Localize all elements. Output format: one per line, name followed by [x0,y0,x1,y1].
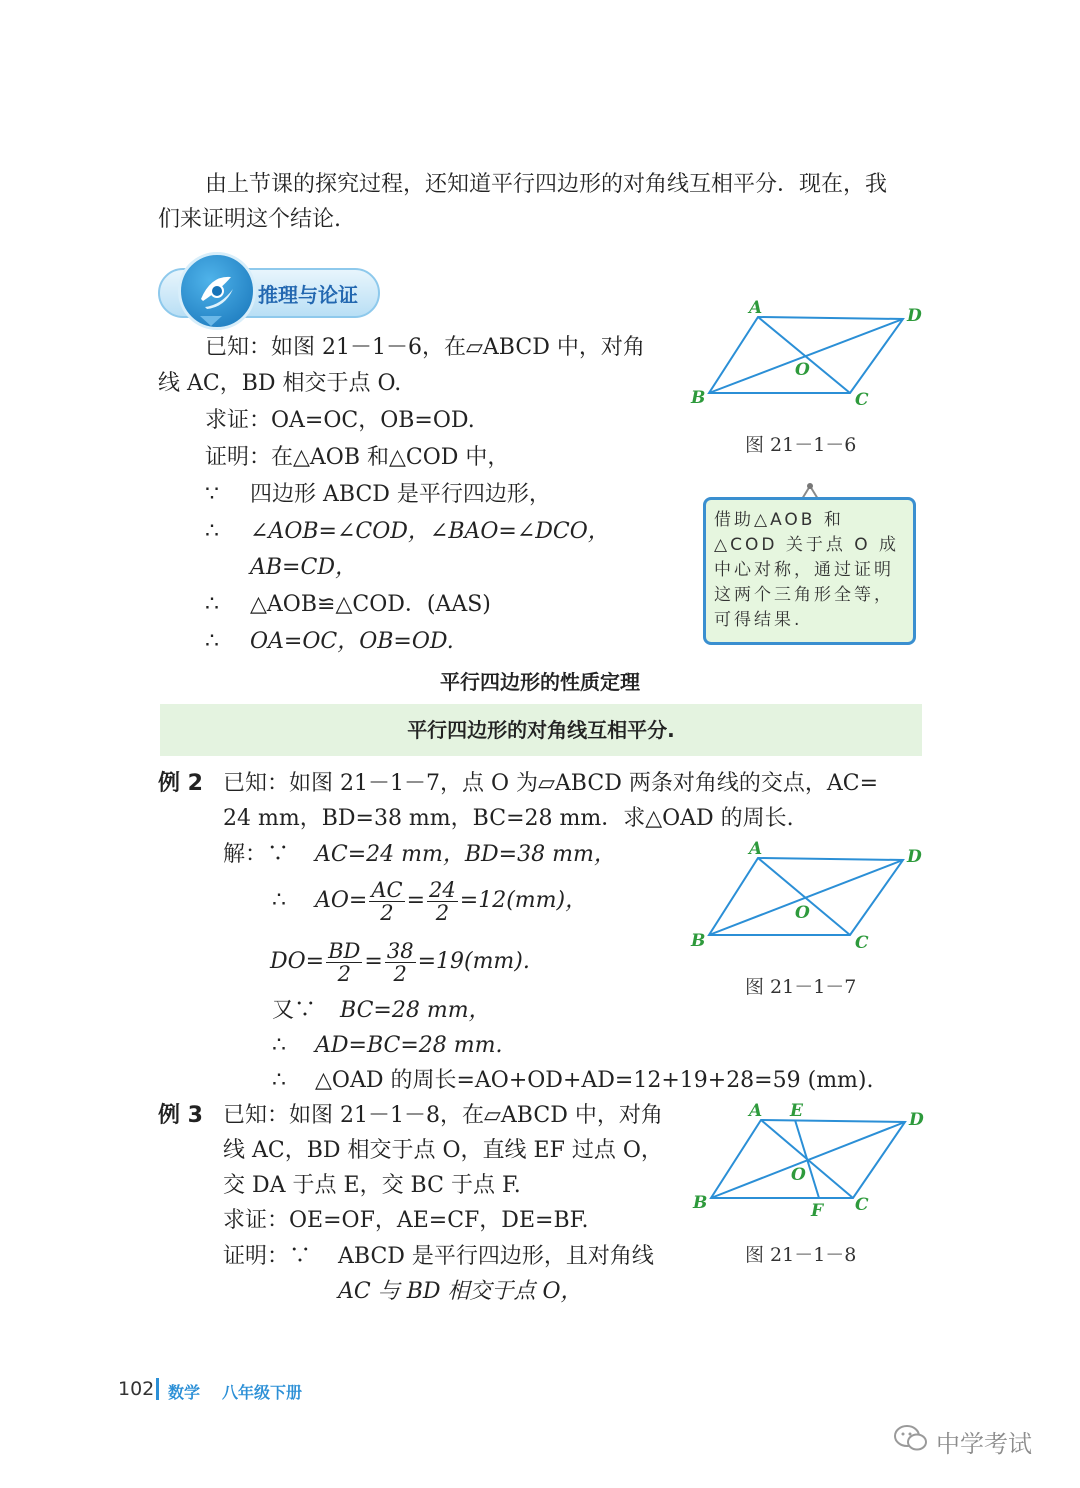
page-number: 102 [118,1378,155,1400]
side-note-text: 借助△AOB 和△COD 关于点 O 成中心对称，通过证明这两个三角形全等，可得结果. [714,510,900,630]
example-3-prove: 求证：OE=OF，AE=CF，DE=BF. [223,1208,589,1233]
label-b: B [691,388,706,408]
side-note [703,497,916,645]
example-3-line-3: 交 DA 于点 E，交 BC 于点 F. [223,1173,521,1198]
example-3-line-1: 已知：如图 21－1－8，在▱ABCD 中，对角 [223,1103,663,1128]
ao-equation: AO= $\frac{AC}{2}$ = $\frac{24}{2}$ =12(mm)， [315,877,588,925]
wechat-icon [893,1423,929,1453]
label-d: D [907,306,922,326]
label-e: E [790,1101,803,1121]
therefore-symbol: ∴ [272,1068,286,1093]
proof1-step-2: ∠AOB=∠COD，∠BAO=∠DCO， [250,519,610,544]
badge-arrow [200,316,222,328]
do-equation: DO= $\frac{BD}{2}$ = $\frac{38}{2}$ =19(mm). [270,938,530,986]
label-o: O [795,360,810,380]
therefore-symbol: ∴ [205,519,219,544]
example-2-sol-1: AC=24 mm，BD=38 mm， [315,842,616,867]
example-2-sol-4: AD=BC=28 mm. [315,1033,503,1058]
example-3-label: 例 3 [158,1103,203,1128]
label-c: C [855,933,869,953]
proof1-given-1: 已知：如图 21－1－6，在▱ABCD 中，对角 [205,335,645,360]
label-o: O [795,903,810,923]
also-because: 又∵ [272,998,317,1023]
proof1-step-1: 四边形 ABCD 是平行四边形， [250,482,551,507]
intro-line-1: 由上节课的探究过程，还知道平行四边形的对角线互相平分．现在，我 [205,172,888,197]
label-d: D [909,1110,924,1130]
example-2-sol-3: BC=28 mm， [340,998,491,1023]
figure-21-1-7 [685,838,930,958]
label-a: A [749,298,763,318]
label-a: A [749,1101,763,1121]
figure-21-1-8 [685,1100,930,1225]
footer-grade: 八年级下册 [222,1383,303,1402]
watermark-text: 中学考试 [936,1430,1032,1458]
proof1-step-3: △AOB≌△COD．(AAS) [250,592,491,617]
example-3-proof-1: ABCD 是平行四边形，且对角线 [338,1244,654,1269]
figure-21-1-6 [685,295,930,415]
figure-caption: 图 21－1－6 [745,434,857,456]
proof1-given-2: 线 AC，BD 相交于点 O. [158,371,402,396]
proof1-step-2b: AB=CD， [250,555,357,580]
therefore-symbol: ∴ [205,592,219,617]
label-c: C [855,390,869,410]
label-f: F [811,1201,824,1221]
because-symbol: ∵ [205,482,219,507]
label-c: C [855,1195,869,1215]
label-d: D [907,847,922,867]
label-a: A [749,839,763,859]
footer-divider [156,1378,159,1400]
proof1-step-4: OA=OC，OB=OD. [250,629,454,654]
footer-subject: 数学 [168,1383,201,1402]
fraction: $\frac{AC}{2}$ [371,877,403,925]
example-3-proof-label: 证明：∵ [223,1244,312,1269]
label-b: B [693,1193,708,1213]
example-3-proof-2: AC 与 BD 相交于点 O， [338,1279,583,1304]
badge-label: 推理与论证 [258,283,358,307]
label-b: B [691,931,706,951]
example-2-label: 例 2 [158,771,203,796]
example-2-line-1: 已知：如图 21－1－7，点 O 为▱ABCD 两条对角线的交点，AC= [223,771,879,796]
fraction: $\frac{38}{2}$ [386,938,414,986]
example-3-line-2: 线 AC，BD 相交于点 O，直线 EF 过点 O， [223,1138,663,1163]
therefore-symbol: ∴ [205,629,219,654]
proof1-start: 证明：在△AOB 和△COD 中， [205,445,510,470]
therefore-symbol: ∴ [272,888,286,913]
figure-caption: 图 21－1－7 [745,976,857,998]
fraction: $\frac{BD}{2}$ [328,938,361,986]
example-2-sol-5: △OAD 的周长=AO+OD+AD=12+19+28=59 (mm). [315,1068,874,1093]
label-o: O [791,1165,806,1185]
theorem-statement: 平行四边形的对角线互相平分. [407,718,675,742]
theorem-heading: 平行四边形的性质定理 [440,670,640,694]
example-2-line-2: 24 mm，BD=38 mm，BC=28 mm．求△OAD 的周长. [223,806,794,831]
intro-line-2: 们来证明这个结论. [158,207,341,232]
theorem-box [160,704,922,756]
therefore-symbol: ∴ [272,1033,286,1058]
fraction: $\frac{24}{2}$ [429,877,456,925]
figure-caption: 图 21－1－8 [745,1244,857,1266]
proof1-prove: 求证：OA=OC，OB=OD. [205,408,475,433]
example-2-sol-label: 解：∵ [223,842,290,867]
